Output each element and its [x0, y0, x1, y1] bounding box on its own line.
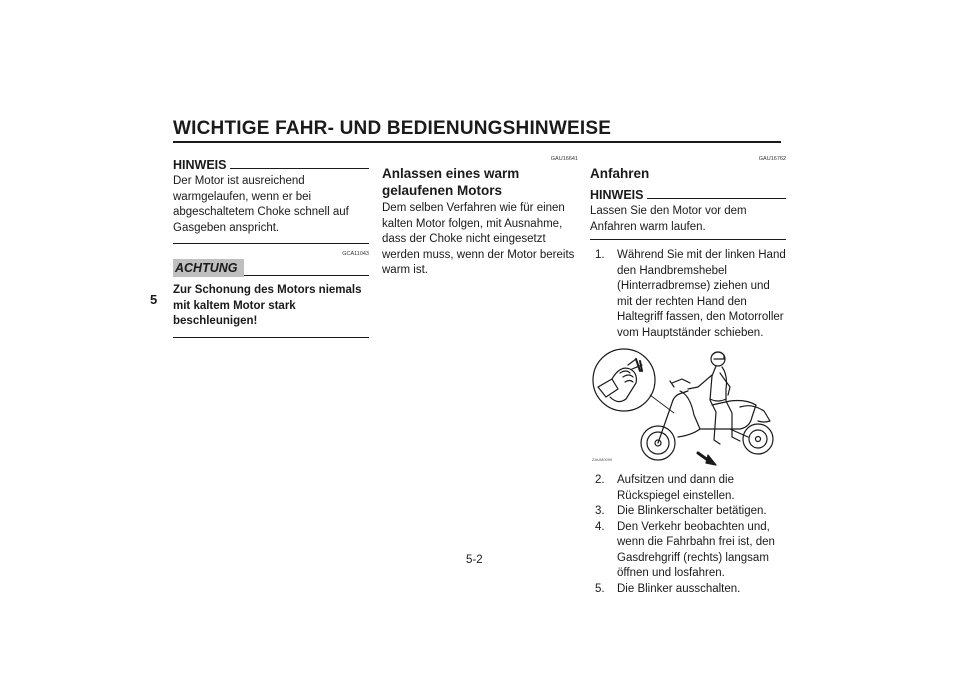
step-text: Die Blinker ausschalten. [617, 582, 741, 595]
achtung-text: Zur Schonung des Motors niemals mit kaltem Motor stark beschleunigen! [173, 284, 362, 327]
list-item [595, 504, 786, 520]
step-number: 3. [595, 505, 605, 517]
hinweis-text: Lassen Sie den Motor vor dem Anfahren warm laufen. [590, 205, 747, 233]
column-middle [382, 155, 578, 279]
achtung-label-row [173, 259, 369, 277]
section-text: Dem selben Verfahren wie für einen kalten Motor folgen, mit Ausnahme, dass der Choke nicht eingesetzt werden muss, wenn der Motor bereits warm ist. [382, 202, 575, 276]
steps-list-before [590, 248, 786, 341]
steps-list-after [590, 473, 786, 597]
label-rule [244, 275, 370, 276]
step-text: Während Sie mit der linken Hand den Handbremshebel (Hinterradbremse) ziehen und mit der rechten Hand den Haltegriff fassen, den Motorroller vom Hauptständer schieben. [617, 249, 786, 339]
step-text: Den Verkehr beobachten und, wenn die Fahrbahn frei ist, den Gasdrehgriff (rechts) langsam öffnen und losfahren. [617, 520, 775, 579]
hinweis-label-row [173, 158, 369, 172]
reference-code: GAU16762 [758, 156, 786, 162]
section-rule [590, 239, 786, 240]
label-rule [230, 168, 369, 169]
section-rule [173, 243, 369, 244]
hinweis-label-row [590, 188, 786, 202]
step-number: 2. [595, 474, 605, 486]
hinweis-label: HINWEIS [173, 158, 227, 172]
step-text: Aufsitzen und dann die Rückspiegel einstellen. [617, 474, 735, 502]
step-number: 5. [595, 582, 605, 595]
chapter-tab: 5 [150, 292, 158, 307]
list-item [595, 520, 786, 582]
scooter-illustration [590, 347, 782, 469]
achtung-label: ACHTUNG [173, 259, 244, 277]
list-item [595, 248, 786, 341]
figure-code: ZAUM0099 [592, 456, 613, 462]
section-heading: Anlassen eines warm gelaufenen Motors [382, 166, 520, 198]
reference-code: GCA11043 [342, 251, 369, 257]
header-rule [173, 141, 781, 143]
list-item [595, 582, 786, 598]
label-rule [647, 198, 786, 199]
scooter-drawing-icon [590, 347, 782, 469]
page-number: 5-2 [466, 554, 483, 566]
reference-code: GAU16641 [550, 156, 578, 162]
hinweis-text: Der Motor ist ausreichend warmgelaufen, wenn er bei abgeschaltetem Choke schnell auf Gasgeben anspricht. [173, 175, 349, 234]
hinweis-label: HINWEIS [590, 188, 644, 202]
section-heading: Anfahren [590, 166, 650, 181]
section-rule [173, 337, 369, 338]
page-header-title: WICHTIGE FAHR- UND BEDIENUNGSHINWEISE [173, 118, 612, 139]
column-left [173, 155, 369, 338]
column-right [590, 155, 786, 597]
step-number: 4. [595, 520, 605, 533]
step-text: Die Blinkerschalter betätigen. [617, 505, 767, 517]
list-item [595, 473, 786, 504]
step-number: 1. [595, 249, 605, 261]
